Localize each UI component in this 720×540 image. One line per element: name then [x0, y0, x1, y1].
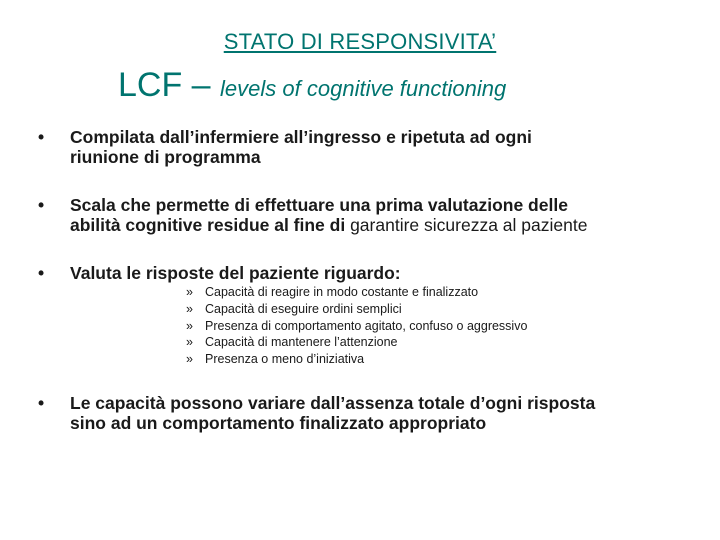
bullet-text [70, 195, 710, 235]
bullet-text [70, 393, 710, 433]
bullet-line: Scala che permette di effettuare una prima valutazione delle [70, 195, 568, 215]
sub-item-text: Capacità di reagire in modo costante e finalizzato [205, 285, 479, 299]
bullet-text [70, 263, 710, 283]
bullet-dot: • [38, 393, 45, 413]
title-dash: – [182, 66, 221, 104]
bullet-line: riunione di programma [70, 147, 261, 167]
bullet-dot: • [38, 195, 45, 215]
sub-marker: » [186, 352, 193, 367]
bullet-line [70, 215, 710, 235]
bullet-line: sino ad un comportamento finalizzato appropriato [70, 413, 487, 433]
sub-item-text: Presenza o meno d’iniziativa [205, 352, 365, 367]
sub-marker: » [186, 285, 193, 299]
bullet-line-normal: garantire sicurezza al paziente [350, 215, 588, 235]
bullet-text [70, 127, 710, 167]
bullet-dot: • [38, 127, 45, 147]
sub-marker: » [186, 301, 193, 316]
sub-item-text: Presenza di comportamento agitato, confuso o aggressivo [205, 318, 528, 333]
title-acronym: LCF [118, 66, 183, 104]
bullet-line: Le capacità possono variare dall’assenza totale d’ogni risposta [70, 393, 596, 413]
bullet-dot: • [38, 263, 45, 283]
bullet-line-bold: abilità cognitive residue al fine di [70, 215, 351, 235]
bullet-line: Valuta le risposte del paziente riguardo: [70, 263, 401, 283]
sub-marker: » [186, 318, 193, 333]
sub-item-text: Capacità di mantenere l’attenzione [205, 335, 398, 350]
bullet-line: Compilata dall’infermiere all’ingresso e ripetuta ad ogni [70, 127, 532, 147]
slide-subtitle: STATO DI RESPONSIVITA’ [223, 29, 497, 54]
sub-item-text: Capacità di eseguire ordini semplici [205, 301, 402, 316]
slide-title [118, 66, 506, 105]
title-expansion: levels of cognitive functioning [220, 76, 507, 101]
sub-marker: » [186, 335, 193, 350]
